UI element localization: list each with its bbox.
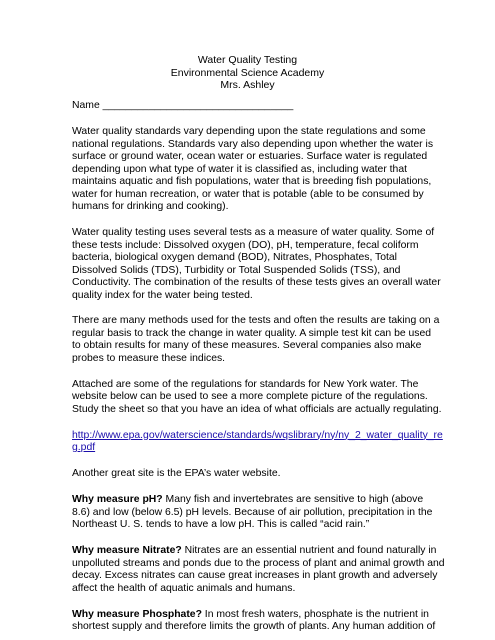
paragraph-line: these tests include: Dissolved oxygen (DO), pH, temperature, fecal coliform xyxy=(72,239,419,251)
epa-regulations-link[interactable]: http://www.epa.gov/waterscience/standards/wqslibrary/ny/ny_2_water_quality_re xyxy=(72,429,443,441)
name-line: Name _________________________________ xyxy=(72,100,294,111)
document-header xyxy=(0,54,495,92)
paragraph-line: Northeast U. S. tends to have a low pH. This is called “acid rain.” xyxy=(72,519,370,530)
paragraph-line: website below can be used to see a more complete picture of the regulations. xyxy=(72,391,428,402)
paragraph-line: Water quality standards vary depending upon the state regulations and some xyxy=(72,126,426,137)
paragraph-line: national regulations. Standards vary also depending upon whether the water is xyxy=(72,138,434,150)
paragraph-line: Study the sheet so that you have an idea of what officials are actually regulating. xyxy=(72,403,442,415)
phosphate-paragraph-line xyxy=(72,609,492,622)
nitrate-paragraph-line xyxy=(72,545,492,558)
phosphate-text: In most fresh waters, phosphate is the nutrient in xyxy=(201,608,429,620)
ph-heading: Why measure pH? xyxy=(72,494,163,505)
ph-text: Many fish and invertebrates are sensitive to high (above xyxy=(162,494,424,505)
ph-paragraph-line xyxy=(72,494,492,507)
paragraph-line: Dissolved Solids (TDS), Turbidity or Total Suspended Solids (TSS), and xyxy=(72,264,401,276)
teacher-name: Mrs. Ashley xyxy=(220,79,275,91)
paragraph-line: decay. Excess nitrates can cause great increases in plant growth and adversely xyxy=(72,570,438,581)
paragraph-line: surface or ground water, ocean water or estuaries. Surface water is regulated xyxy=(72,151,428,162)
nitrate-text: Nitrates are an essential nutrient and found naturally in xyxy=(181,545,437,556)
paragraph-line: regular basis to track the change in water quality. A simple test kit can be used xyxy=(72,327,432,339)
paragraph-line: There are many methods used for the tests and often the results are taking on a xyxy=(72,315,440,326)
paragraph-line: Conductivity. The combination of the results of these tests gives an overall water xyxy=(72,277,441,288)
phosphate-heading: Why measure Phosphate? xyxy=(72,608,202,620)
paragraph-line: Attached are some of the regulations for standards for New York water. The xyxy=(72,378,419,390)
paragraph-line: to obtain results for many of these measures. Several companies also make xyxy=(72,340,422,351)
paragraph-line: shortest supply and therefore limits the growth of plants. Any human addition of xyxy=(72,621,436,632)
paragraph-line: unpolluted streams and ponds due to the process of plant and animal growth and xyxy=(72,557,445,569)
paragraph-line: 8.6) and low (below 6.5) pH levels. Because of air pollution, precipitation in the xyxy=(72,506,433,518)
paragraph-line: maintains aquatic and fish populations, water that is breeding fish populations, xyxy=(72,176,432,187)
document-title: Water Quality Testing xyxy=(197,54,298,66)
paragraph-line: affect the health of aquatic animals and humans. xyxy=(72,582,296,594)
paragraph-line: water for human recreation, or water that is potable (able to be consumed by xyxy=(72,188,424,200)
paragraph-line: bacteria, biological oxygen demand (BOD), Nitrates, Phosphates, Total xyxy=(72,252,397,263)
paragraph-line: probes to measure these indices. xyxy=(72,352,226,364)
school-name: Environmental Science Academy xyxy=(170,66,325,79)
paragraph-line: depending upon what type of water it is classified as, including water that xyxy=(72,163,408,175)
nitrate-heading: Why measure Nitrate? xyxy=(72,545,182,556)
paragraph-line: Water quality testing uses several tests as a measure of water quality. Some of xyxy=(72,227,435,238)
epa-regulations-link-continued[interactable]: g.pdf xyxy=(72,442,96,453)
paragraph-line: quality index for the water being tested. xyxy=(72,289,253,301)
paragraph-line: humans for drinking and cooking). xyxy=(72,201,229,212)
paragraph-line: Another great site is the EPA’s water website. xyxy=(72,468,281,479)
